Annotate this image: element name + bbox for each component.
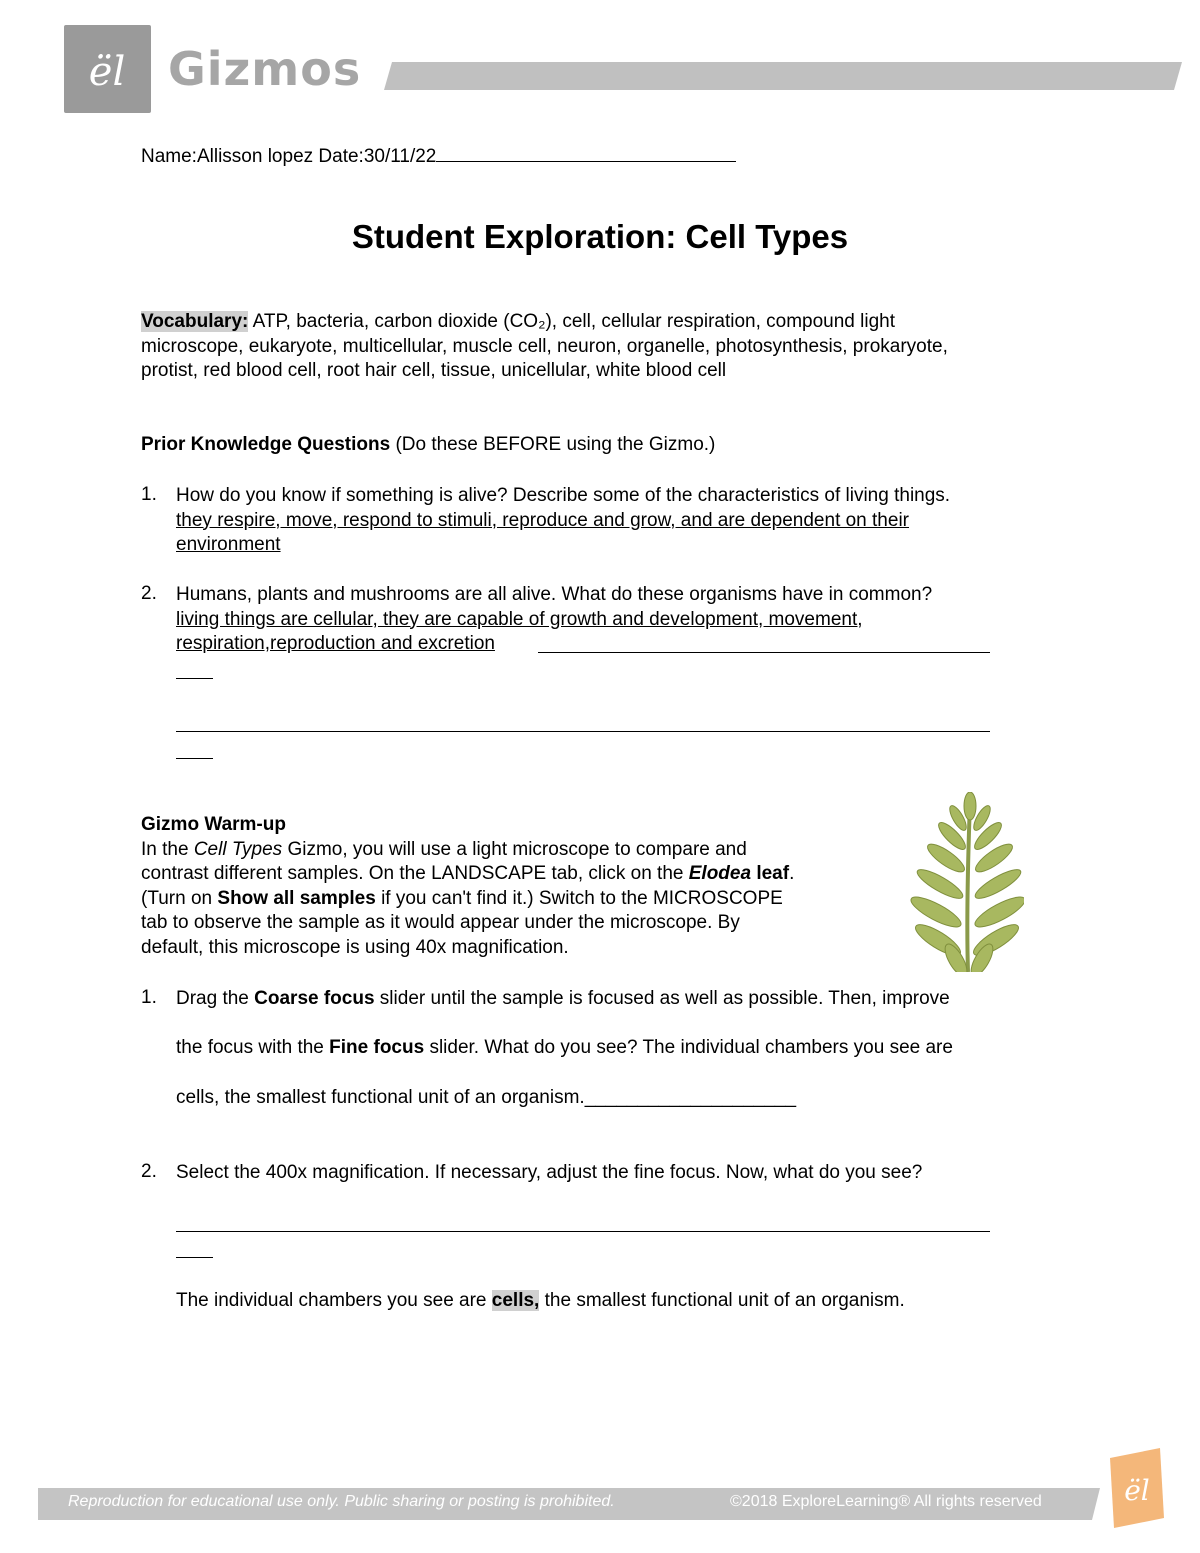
pk-q2-answer-line-1: living things are cellular, they are capable of growth and development, movement,	[176, 608, 863, 630]
vocabulary-line-2: microscope, eukaryote, multicellular, muscle cell, neuron, organelle, photosynthesis, prokaryote,	[141, 335, 948, 357]
warmup-fine-focus: Fine focus	[329, 1037, 425, 1058]
vocabulary-line-1: ATP, bacteria, carbon dioxide (CO₂), cell, cellular respiration, compound light	[252, 311, 896, 332]
header-bar	[384, 62, 1182, 90]
warmup-q1-l2-a: the focus with the	[176, 1037, 330, 1058]
warmup-q2-ans-a: The individual chambers you see are	[176, 1290, 492, 1311]
warmup-q1-line-3	[176, 1086, 796, 1111]
warmup-leaf: leaf	[751, 863, 790, 885]
vocabulary-section	[141, 310, 1071, 384]
pk-q2-answer-stub	[176, 678, 213, 679]
warmup-q2-cells: cells,	[491, 1290, 540, 1311]
warmup-q1-number: 1.	[141, 987, 157, 1008]
footer-copyright: ©2018 ExploreLearning® All rights reserved	[730, 1493, 1042, 1510]
warmup-p2: contrast different samples. On the LANDSCAPE tab, click on the	[141, 863, 689, 885]
warmup-coarse-focus: Coarse focus	[254, 988, 375, 1009]
prior-knowledge-title: Prior Knowledge Questions	[141, 434, 391, 455]
pk-q2-question: Humans, plants and mushrooms are all alive. What do these organisms have in common?	[176, 584, 933, 605]
warmup-q2-answer-stub	[176, 1257, 213, 1258]
warmup-q1-l1-a: Drag the	[176, 988, 255, 1009]
vocabulary-line-3: protist, red blood cell, root hair cell, tissue, unicellular, white blood cell	[141, 360, 727, 382]
warmup-q1-l1-b: slider until the sample is focused as well as possible. Then, improve	[374, 988, 950, 1009]
footer-disclaimer: Reproduction for educational use only. Public sharing or posting is prohibited.	[68, 1493, 615, 1510]
pk-q1-question: How do you know if something is alive? Describe some of the characteristics of living things.	[176, 485, 951, 506]
explorelearning-footer-logo	[1104, 1448, 1166, 1528]
warmup-q2-question: Select the 400x magnification. If necessary, adjust the fine focus. Now, what do you see?	[176, 1162, 923, 1183]
warmup-p2-end: .	[789, 863, 795, 885]
vocabulary-label: Vocabulary:	[141, 311, 249, 332]
warmup-show-all-samples: Show all samples	[217, 887, 376, 909]
warmup-q1-l2-b: slider. What do you see? The individual chambers you see are	[424, 1037, 953, 1058]
prior-knowledge-heading	[141, 433, 715, 458]
footer-logo-glyph: ël	[1124, 1474, 1150, 1507]
pk-q1-number: 1.	[141, 484, 157, 505]
pk-q1-answer-line-2: environment	[176, 534, 281, 556]
explorelearning-logo	[64, 25, 151, 113]
pk-q2-extra-line	[176, 731, 990, 732]
pk-q1-answer-line-1: they respire, move, respond to stimuli, reproduce and grow, and are dependent on their	[176, 509, 909, 531]
logo-glyph: ël	[88, 49, 126, 95]
warmup-p3-a: (Turn on	[141, 887, 218, 909]
warmup-elodea: Elodea	[688, 863, 752, 885]
warmup-q2-number: 2.	[141, 1161, 157, 1182]
pk-q2-extra-stub	[176, 758, 213, 759]
name-date-line	[141, 143, 736, 170]
page-title: Student Exploration: Cell Types	[351, 218, 849, 255]
warmup-q2-answer	[176, 1289, 905, 1314]
name-blank	[436, 143, 736, 162]
pk-q2-number: 2.	[141, 583, 157, 604]
warmup-p1-b: Gizmo, you will use a light microscope to compare and	[282, 838, 747, 860]
warmup-p4: tab to observe the sample as it would appear under the microscope. By	[141, 912, 740, 934]
prior-knowledge-note: (Do these BEFORE using the Gizmo.)	[395, 434, 716, 455]
pk-q2-answer-blank	[538, 652, 990, 653]
warmup-p3-b: if you can't find it.) Switch to the MICROSCOPE	[375, 887, 783, 909]
warmup-p1-a: In the	[141, 838, 194, 860]
pk-q2-answer-line-2: respiration,reproduction and excretion	[176, 633, 495, 655]
warmup-section	[141, 813, 794, 961]
warmup-q1-line-2	[176, 1036, 953, 1061]
warmup-gizmo-name: Cell Types	[193, 838, 283, 860]
warmup-q2-answer-line	[176, 1231, 990, 1232]
elodea-plant-image	[908, 792, 1024, 972]
warmup-heading: Gizmo Warm-up	[141, 814, 286, 835]
name-date-text: Name:Allisson lopez Date:30/11/22	[141, 146, 437, 167]
warmup-q1-answer: cells, the smallest functional unit of an organism.	[176, 1087, 585, 1108]
brand-name: Gizmos	[168, 42, 362, 96]
warmup-q1-line-1	[176, 987, 950, 1012]
warmup-p5: default, this microscope is using 40x magnification.	[141, 936, 569, 958]
warmup-q1-blank: ____________________	[584, 1087, 797, 1108]
pk-q2-text	[176, 583, 932, 657]
pk-q1-text	[176, 484, 950, 558]
warmup-q2-ans-b: the smallest functional unit of an organism.	[539, 1290, 905, 1311]
